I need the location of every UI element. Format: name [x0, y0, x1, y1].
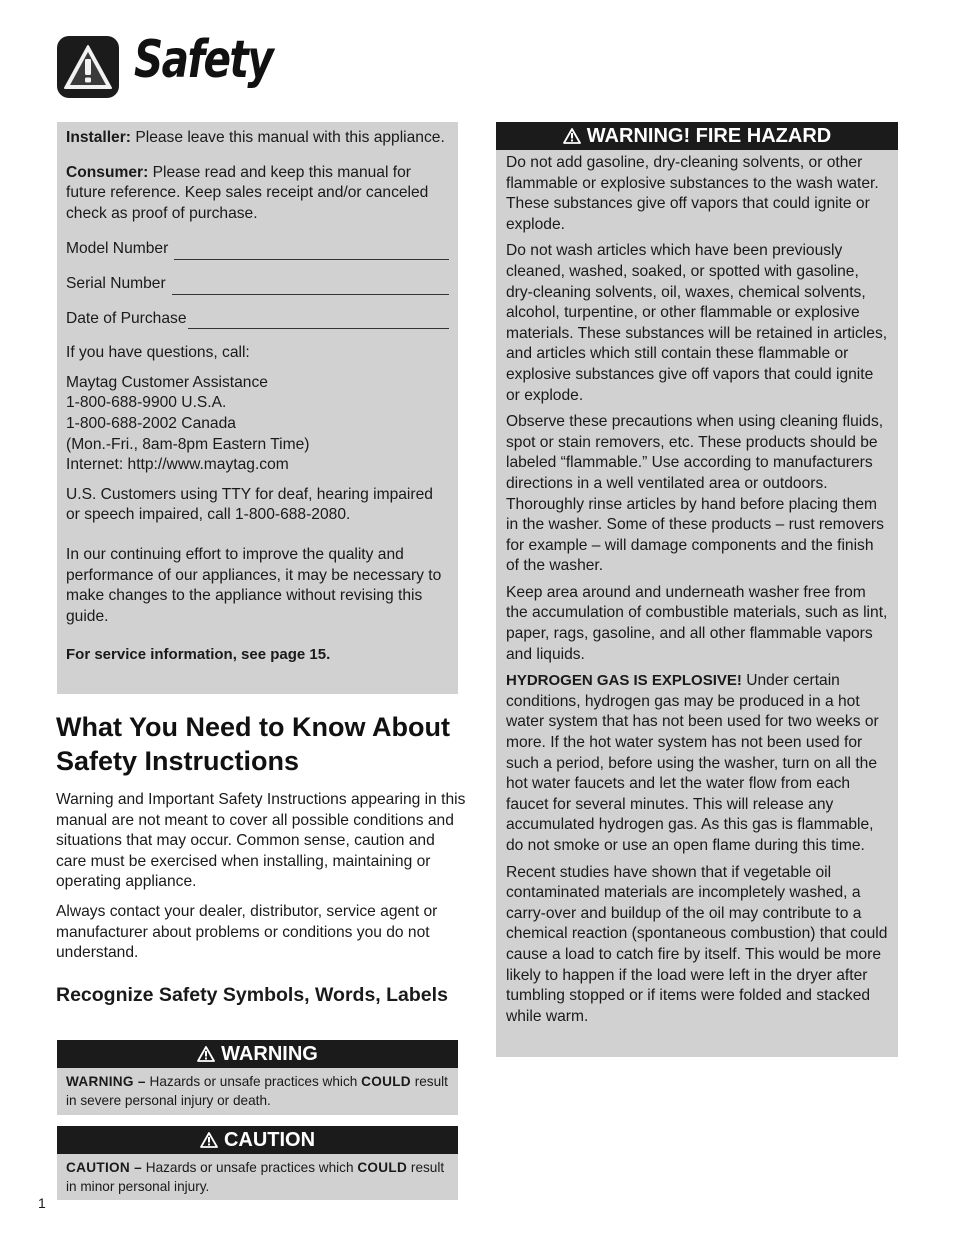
hours: (Mon.-Fri., 8am-8pm Eastern Time): [66, 435, 310, 453]
consumer-note: Consumer: Please read and keep this manual for future reference. Keep sales receipt and/or canceled check as proof of purchase.: [66, 163, 429, 222]
tty-note: U.S. Customers using TTY for deaf, hearing impaired or speech impaired, call 1-800-688-2080.: [66, 485, 433, 524]
fire-paragraph-6: Recent studies have shown that if vegetable oil contaminated materials are incompletely washed, a carry-over and buildup of the oil may contribute to a chemical reaction (spontaneous combustion) that could cause a load to catch fire by itself. This would be more likely to happen if the load were left in the dryer after tumbling stopped or if items were folded and stacked while warm.: [506, 863, 888, 1025]
symbols-subheading: Recognize Safety Symbols, Words, Labels: [56, 984, 448, 1006]
warning-triangle-icon: [57, 36, 119, 98]
phone-us: 1-800-688-9900 U.S.A.: [66, 394, 227, 412]
section-heading: What You Need to Know About Safety Instructions: [56, 712, 450, 776]
caution-triangle-icon: [200, 1132, 218, 1148]
fire-paragraph-5: HYDROGEN GAS IS EXPLOSIVE! Under certain conditions, hydrogen gas may be produced in a hot water system that has not been used for two weeks or more. If the hot water system has not been used for such a period, before using the washer, turn on all the hot water faucets and let the water flow from each faucet for several minutes. This will release any accumulated hydrogen gas. As this gas is flammable, do not smoke or use an open flame during this time.: [506, 672, 879, 854]
page-title: Safety: [134, 30, 273, 90]
caution-definition: CAUTION – Hazards or unsafe practices which COULD result in minor personal injury.: [57, 1154, 458, 1200]
improvement-note: In our continuing effort to improve the quality and performance of our appliances, it may be necessary to make changes to the appliance without revising this guide.: [66, 545, 442, 625]
serial-number-field: Serial Number: [66, 274, 449, 295]
fire-hazard-bar: WARNING! FIRE HAZARD: [496, 122, 898, 150]
contact-dealer-paragraph: Always contact your dealer, distributor, service agent or manufacturer about problems or conditions you do not understand.: [56, 903, 438, 962]
date-of-purchase-field: Date of Purchase: [66, 309, 449, 330]
warning-triangle-icon: [197, 1046, 215, 1062]
installer-note: Installer: Please leave this manual with this appliance.: [66, 129, 445, 146]
fire-paragraph-4: Keep area around and underneath washer free from the accumulation of combustible materials, such as lint, paper, rags, gasoline, and all other flammable vapors and liquids.: [506, 583, 888, 663]
questions-label: If you have questions, call:: [66, 344, 250, 362]
warning-definition: WARNING – Hazards or unsafe practices which COULD result in severe personal injury or death.: [57, 1068, 458, 1115]
fire-paragraph-2: Do not wash articles which have been previously cleaned, washed, soaked, or spotted with gasoline, dry-cleaning solvents, oil, waxes, chemical solvents, alcohol, turpentine, or other flammable or explosive materials. These substances will be retained in articles, and articles which still contain these flammable or explosive substances give off vapors that could ignite or explode.: [506, 242, 888, 404]
safety-intro-paragraph: Warning and Important Safety Instructions appearing in this manual are not meant to cover all possible conditions and situations that may occur. Common sense, caution and care must be exercised when installing, maintaining or operating appliance.: [56, 791, 466, 891]
assistance-name: Maytag Customer Assistance: [66, 373, 268, 391]
fire-paragraph-3: Observe these precautions when using cleaning fluids, spot or stain removers, etc. These products should be labeled “flammable.” Use according to manufacturers directions in a well ventilated area or outdoors. Thoroughly rinse articles by hand before placing them in the washer. Some of these products – rust removers for example – will damage components and the finish of the washer.: [506, 413, 884, 575]
warning-triangle-icon: [563, 128, 581, 144]
page-number: 1: [38, 1195, 46, 1211]
warning-signal-box: [57, 1040, 458, 1115]
caution-signal-box: [57, 1126, 458, 1200]
internet-address: Internet: http://www.maytag.com: [66, 456, 289, 474]
service-info: For service information, see page 15.: [66, 646, 331, 664]
caution-bar: CAUTION: [57, 1126, 458, 1154]
fire-hazard-box: [496, 122, 898, 1057]
fire-hazard-text: [496, 150, 898, 1027]
phone-canada: 1-800-688-2002 Canada: [66, 414, 236, 432]
owner-info-box: [57, 122, 458, 694]
model-number-field: Model Number: [66, 239, 449, 260]
warning-bar: WARNING: [57, 1040, 458, 1068]
fire-paragraph-1: Do not add gasoline, dry-cleaning solvents, or other flammable or explosive substances to the wash water. These substances give off vapors that could ignite or explode.: [506, 154, 879, 233]
